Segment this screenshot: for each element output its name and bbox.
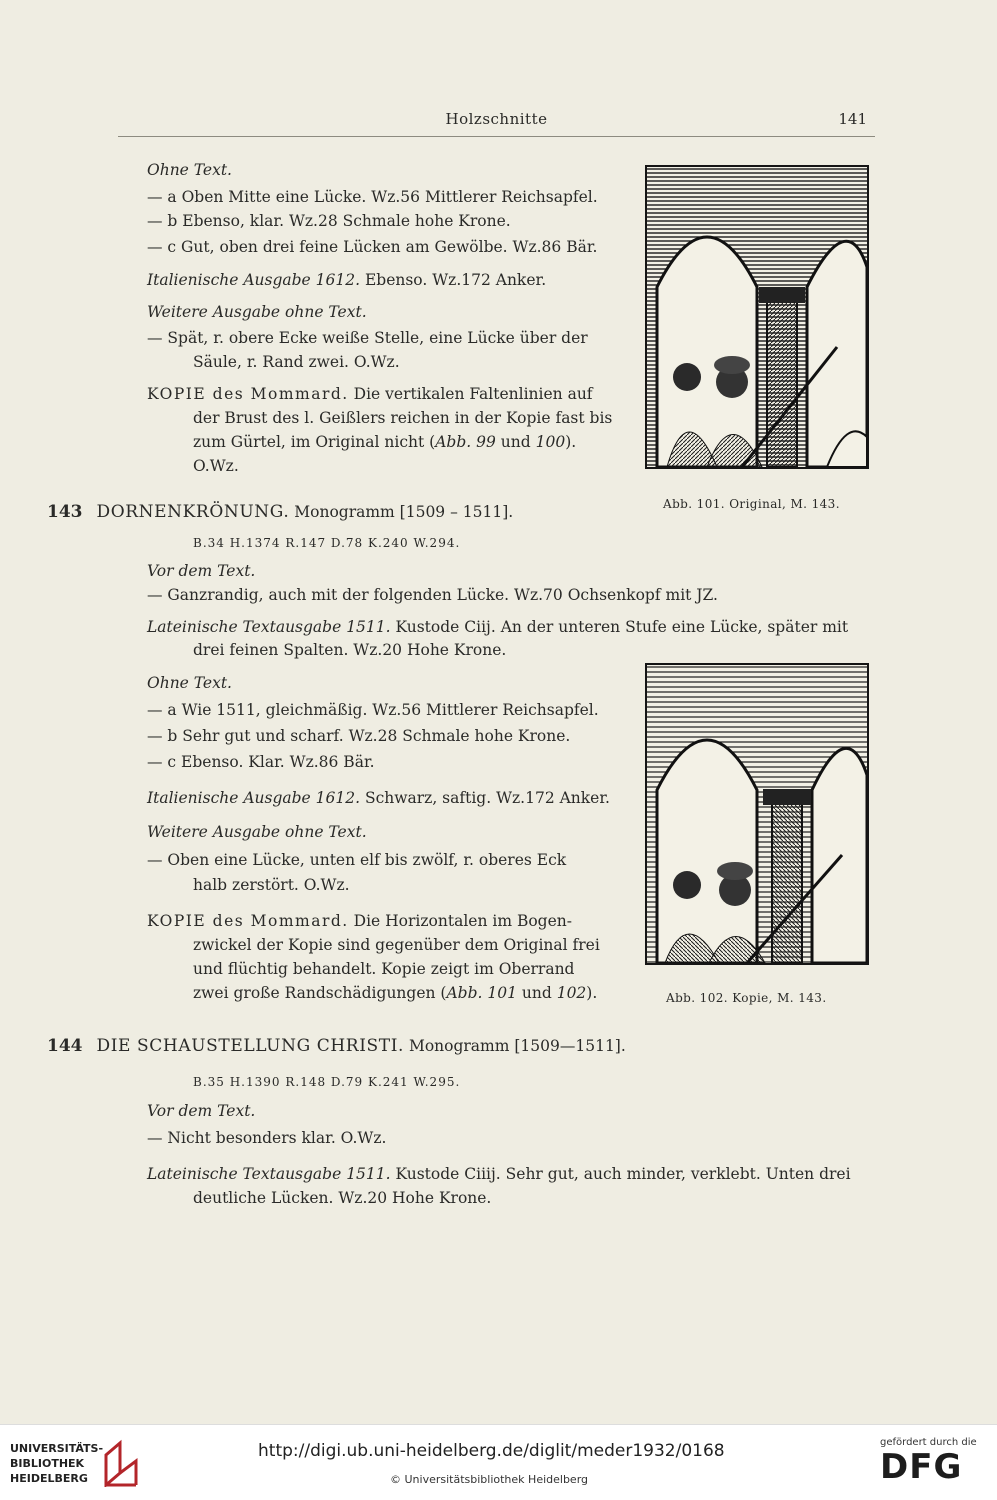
figure-ref: Abb. 101 <box>446 984 517 1002</box>
state-line: — c Gut, oben drei feine Lücken am Gewölbe. Wz.86 Bär. <box>147 238 598 256</box>
italian-edition-line <box>147 270 546 290</box>
state-line: — b Sehr gut und scharf. Wz.28 Schmale hohe Krone. <box>147 727 571 745</box>
catalog-references: B.35 H.1390 R.148 D.79 K.241 W.295. <box>193 1075 461 1089</box>
kopie-line: zwickel der Kopie sind gegenüber dem Original frei <box>193 936 600 954</box>
entry-number: 144 <box>47 1036 83 1056</box>
page-header <box>118 108 875 137</box>
woodcut-illustration <box>647 665 867 963</box>
dfg-logo-icon: DFG <box>880 1447 963 1487</box>
heading-ohne-text: Ohne Text. <box>147 161 232 179</box>
latin-edition-line: drei feinen Spalten. Wz.20 Hohe Krone. <box>193 641 507 659</box>
woodcut-figure-original <box>645 165 869 469</box>
running-title: Holzschnitte <box>445 110 548 128</box>
further-line: halb zerstört. O.Wz. <box>193 876 350 894</box>
kopie-text: Die vertikalen Faltenlinien auf <box>348 385 593 403</box>
library-name: UNIVERSITÄTS- BIBLIOTHEK HEIDELBERG <box>10 1442 104 1485</box>
entry-144-heading <box>47 1036 626 1056</box>
kopie-line: der Brust des l. Geißlers reichen in der Kopie fast bis <box>193 409 613 427</box>
state-line: — a Oben Mitte eine Lücke. Wz.56 Mittlerer Reichsapfel. <box>147 188 598 206</box>
entry-number: 143 <box>47 502 83 522</box>
state-line: — b Ebenso, klar. Wz.28 Schmale hohe Krone. <box>147 212 511 230</box>
kopie-line <box>147 384 593 404</box>
heading-ohne-text: Ohne Text. <box>147 674 232 692</box>
kopie-label: KOPIE des Mommard. <box>147 385 349 403</box>
woodcut-illustration <box>647 167 867 467</box>
catalog-references: B.34 H.1374 R.147 D.78 K.240 W.294. <box>193 536 461 550</box>
state-line: — Ganzrandig, auch mit der folgenden Lücke. Wz.70 Ochsenkopf mit JZ. <box>147 586 718 604</box>
further-line: — Oben eine Lücke, unten elf bis zwölf, r. oberes Eck <box>147 851 567 869</box>
library-logo <box>10 1439 150 1489</box>
latin-edition-label: Lateinische Textausgabe 1511. <box>147 1165 391 1183</box>
entry-143-heading <box>47 502 513 522</box>
entry-monogram: Monogramm [1509—1511]. <box>404 1037 626 1055</box>
kopie-line: O.Wz. <box>193 457 239 475</box>
latin-edition-label: Lateinische Textausgabe 1511. <box>147 618 391 636</box>
kopie-line: zwei große Randschädigungen (Abb. 101 und 102). <box>193 984 598 1002</box>
italian-edition-label: Italienische Ausgabe 1612. <box>147 789 361 807</box>
state-line: — c Ebenso. Klar. Wz.86 Bär. <box>147 753 375 771</box>
entry-monogram: Monogramm [1509 – 1511]. <box>289 503 514 521</box>
further-line: — Spät, r. obere Ecke weiße Stelle, eine Lücke über der <box>147 329 588 347</box>
kopie-line: und flüchtig behandelt. Kopie zeigt im Oberrand <box>193 960 575 978</box>
permalink-url[interactable]: http://digi.ub.uni-heidelberg.de/diglit/meder1932/0168 <box>258 1441 725 1461</box>
page-number: 141 <box>838 110 867 128</box>
figure-caption-copy: Abb. 102. Kopie, M. 143. <box>666 991 827 1005</box>
woodcut-figure-copy <box>645 663 869 965</box>
library-emblem-icon <box>102 1439 146 1487</box>
heading-vor-dem-text: Vor dem Text. <box>147 1102 256 1120</box>
latin-edition-line: Lateinische Textausgabe 1511. Kustode Ciij. An der unteren Stufe eine Lücke, später mit <box>147 618 849 636</box>
funder-label: gefördert durch die <box>880 1437 977 1448</box>
figure-caption-original: Abb. 101. Original, M. 143. <box>663 497 840 511</box>
heading-further-edition: Weitere Ausgabe ohne Text. <box>147 823 367 841</box>
italian-edition-label: Italienische Ausgabe 1612. <box>147 271 361 289</box>
kopie-line: KOPIE des Mommard. Die Horizontalen im Bogen- <box>147 912 572 930</box>
heading-further-edition: Weitere Ausgabe ohne Text. <box>147 303 367 321</box>
latin-edition-line: deutliche Lücken. Wz.20 Hohe Krone. <box>193 1189 492 1207</box>
kopie-line: zum Gürtel, im Original nicht (Abb. 99 und 100). <box>193 433 577 451</box>
further-line: Säule, r. Rand zwei. O.Wz. <box>193 353 400 371</box>
state-line: — Nicht besonders klar. O.Wz. <box>147 1129 387 1147</box>
italian-edition-line: Italienische Ausgabe 1612. Schwarz, saftig. Wz.172 Anker. <box>147 789 610 807</box>
kopie-label: KOPIE des Mommard. <box>147 912 349 930</box>
heading-vor-dem-text: Vor dem Text. <box>147 562 256 580</box>
footer-bar <box>0 1424 997 1500</box>
funder-logo <box>880 1437 985 1492</box>
latin-edition-line: Lateinische Textausgabe 1511. Kustode Ciiij. Sehr gut, auch minder, verklebt. Unten drei <box>147 1165 851 1183</box>
figure-ref: 100 <box>535 433 566 451</box>
state-line: — a Wie 1511, gleichmäßig. Wz.56 Mittlerer Reichsapfel. <box>147 701 599 719</box>
entry-title: DORNENKRÖNUNG. <box>96 502 290 522</box>
italian-edition-text: Ebenso. Wz.172 Anker. <box>360 271 547 289</box>
figure-ref: 102 <box>556 984 587 1002</box>
figure-ref: Abb. 99 <box>435 433 496 451</box>
copyright-notice: © Universitätsbibliothek Heidelberg <box>390 1473 589 1486</box>
entry-title: DIE SCHAUSTELLUNG CHRISTI. <box>96 1036 405 1056</box>
